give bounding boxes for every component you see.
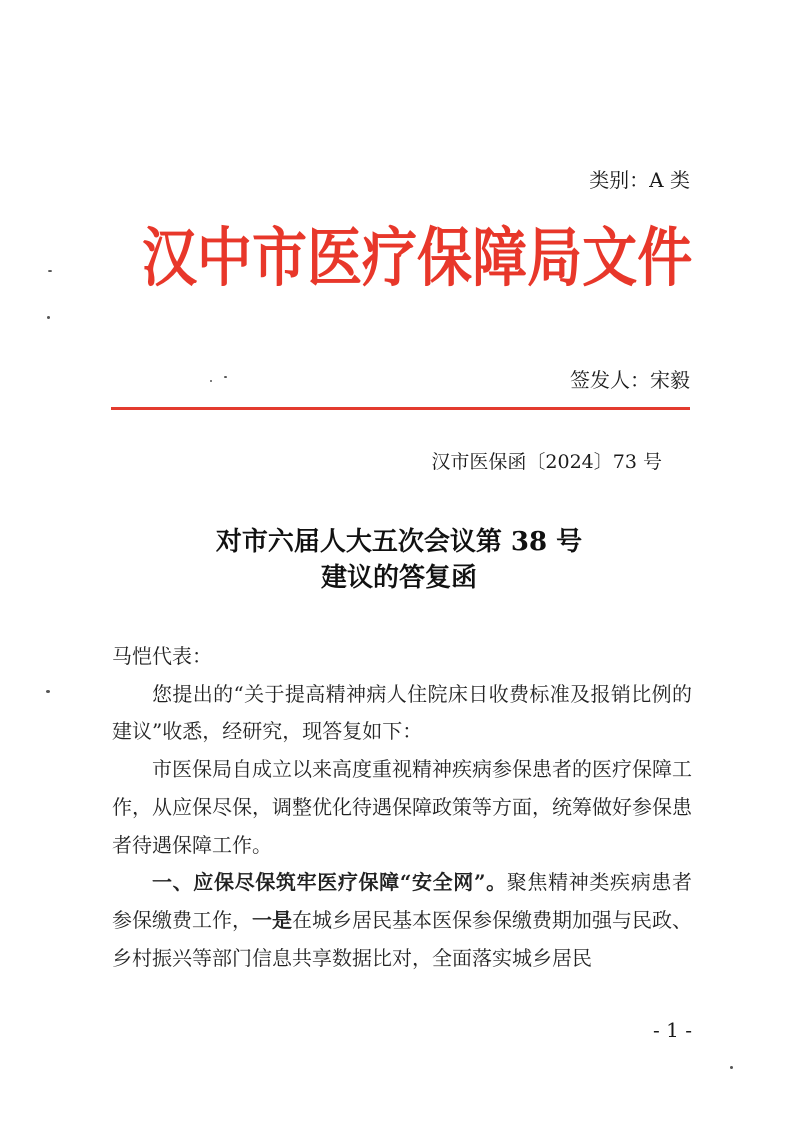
scan-speck bbox=[224, 376, 227, 378]
document-number: 汉市医保函〔2024〕73 号 bbox=[431, 451, 662, 473]
document-title-line-2: 建议的答复函 bbox=[320, 563, 477, 593]
scan-speck bbox=[48, 270, 52, 272]
page-number: - 1 - bbox=[653, 1018, 692, 1042]
scan-speck bbox=[46, 690, 50, 693]
point-marker-first: 一是 bbox=[252, 907, 292, 932]
paragraph-3-text-a: 聚焦精神类疾病患者参保缴费工作， bbox=[112, 870, 693, 932]
section-heading-1: 一、应保尽保筑牢医疗保障“安全网”。 bbox=[152, 870, 507, 895]
paragraph-2: 市医保局自成立以来高度重视精神疾病参保患者的医疗保障工作，从应保尽保，调整优化待遇保障政策等方面，统筹做好参保患者待遇保障工作。 bbox=[112, 757, 692, 857]
scan-speck bbox=[210, 380, 212, 382]
document-category: 类别：A 类 bbox=[589, 168, 690, 192]
red-divider-rule bbox=[111, 407, 690, 410]
signer-line: 签发人：宋毅 bbox=[570, 368, 690, 392]
scan-speck bbox=[730, 1066, 733, 1069]
paragraph-3 bbox=[112, 864, 692, 977]
paragraph-1: 您提出的“关于提高精神病人住院床日收费标准及报销比例的建议”收悉，经研究，现答复如下： bbox=[112, 681, 692, 744]
issuing-org-title: 汉中市医疗保障局文件 bbox=[141, 221, 693, 296]
scan-speck bbox=[47, 316, 50, 319]
salutation: 马恺代表： bbox=[112, 644, 212, 668]
document-body bbox=[112, 638, 692, 977]
paragraph-3-text-b: 在城乡居民基本医保参保缴费期加强与民政、乡村振兴等部门信息共享数据比对，全面落实城乡居民 bbox=[112, 907, 692, 970]
document-title-line-1: 对市六届人大五次会议第 38 号 bbox=[215, 527, 583, 557]
